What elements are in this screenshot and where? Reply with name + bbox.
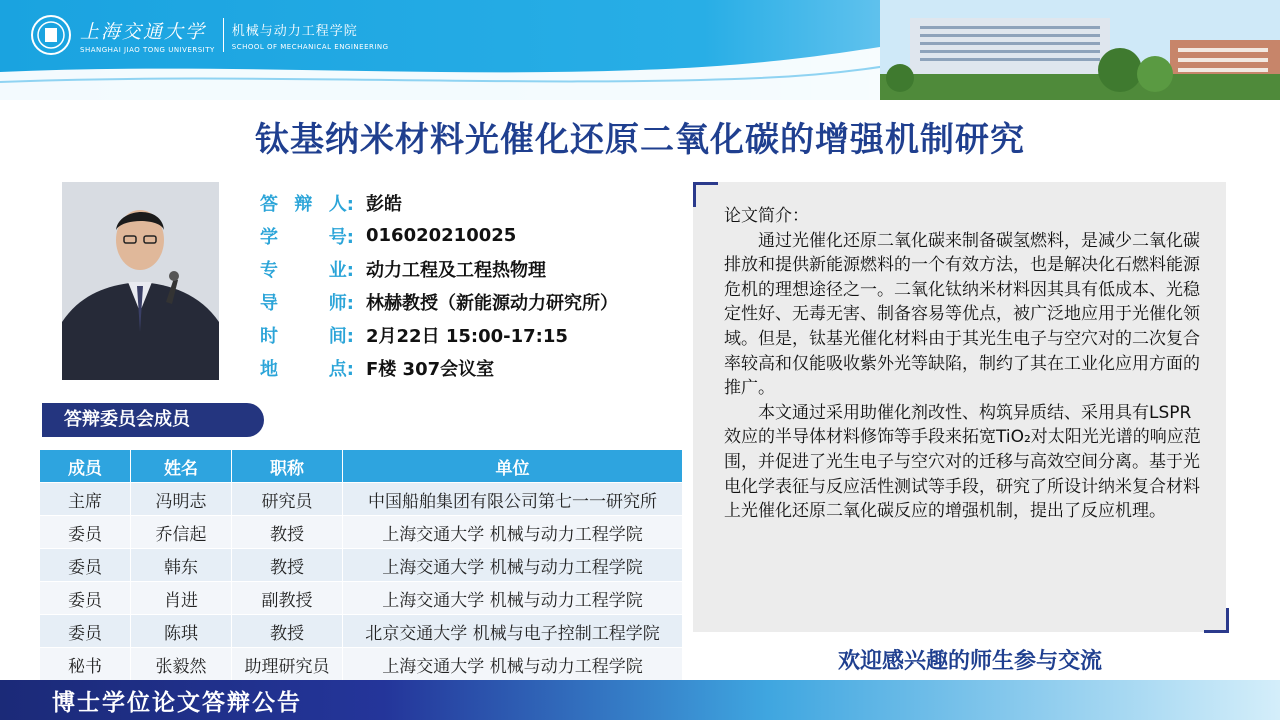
cell-name: 肖进	[131, 582, 232, 615]
cell-title: 研究员	[232, 483, 343, 516]
info-row-major	[260, 252, 618, 285]
info-row-advisor	[260, 285, 618, 318]
candidate-portrait-icon	[62, 182, 219, 380]
abstract-paragraph-2: 本文通过采用助催化剂改性、构筑异质结、采用具有LSPR效应的半导体材料修饰等手段来拓宽TiO₂对太阳光光谱的响应范围，并促进了光生电子与空穴对的迁移与高效空间分离。基于光电化学表征与反应活性测试等手段，研究了所设计纳米复合材料上光催化还原二氧化碳反应的增强机制，提出了反应机理。	[724, 402, 1201, 522]
cell-name: 陈琪	[131, 615, 232, 648]
cell-affiliation: 上海交通大学 机械与动力工程学院	[343, 516, 683, 549]
table-row	[40, 516, 683, 549]
cell-title: 教授	[232, 615, 343, 648]
campus-building-photo	[880, 0, 1280, 100]
thesis-title: 钛基纳米材料光催化还原二氧化碳的增强机制研究	[255, 120, 1025, 160]
abstract-paragraph-1: 通过光催化还原二氧化碳来制备碳氢燃料，是减少二氧化碳排放和提供新能源燃料的一个有效方法，也是解决化石燃料能源危机的理想途径之一。二氧化钛纳米材料因其具有低成本、光稳定性好、无毒无害、制备容易等优点，被广泛地应用于光催化领域。但是，钛基光催化材料由于其光生电子与空穴对的二次复合率较高和仅能吸收紫外光等缺陷，制约了其在工业化应用方面的推广。	[724, 230, 1200, 399]
university-logo	[30, 12, 389, 58]
info-value-major: 动力工程及工程热物理	[366, 259, 546, 281]
cell-title: 教授	[232, 549, 343, 582]
cell-affiliation: 北京交通大学 机械与电子控制工程学院	[343, 615, 683, 648]
cell-name: 乔信起	[131, 516, 232, 549]
cell-role: 委员	[40, 516, 131, 549]
info-label-location: 地 点:	[260, 358, 354, 380]
info-value-advisor: 林赫教授（新能源动力研究所）	[366, 292, 618, 314]
table-row	[40, 483, 683, 516]
committee-heading: 答辩委员会成员	[42, 403, 264, 437]
cell-role: 秘书	[40, 648, 131, 681]
candidate-info	[260, 186, 618, 384]
header-banner	[0, 0, 1280, 100]
cell-affiliation: 上海交通大学 机械与动力工程学院	[343, 582, 683, 615]
info-row-defender	[260, 186, 618, 219]
footer-title: 博士学位论文答辩公告	[52, 689, 302, 716]
info-label-major: 专 业:	[260, 259, 354, 281]
info-row-time	[260, 318, 618, 351]
cell-affiliation: 中国船舶集团有限公司第七一一研究所	[343, 483, 683, 516]
abstract-heading: 论文简介：	[724, 206, 809, 226]
info-label-time: 时 间:	[260, 325, 354, 347]
cell-name: 韩东	[131, 549, 232, 582]
info-label-defender: 答 辩 人:	[260, 193, 354, 215]
info-value-student-id: 016020210025	[366, 225, 517, 246]
table-row	[40, 549, 683, 582]
table-row	[40, 648, 683, 681]
column-header-role: 成员	[40, 450, 131, 483]
logo-divider	[223, 18, 224, 52]
committee-table	[40, 450, 683, 680]
corner-bracket-bottom-right	[1204, 608, 1229, 633]
school-name-cn: 机械与动力工程学院	[231, 23, 358, 39]
university-seal-icon	[30, 14, 72, 56]
university-name-cn: 上海交通大学	[80, 20, 207, 43]
info-value-time: 2月22日 15:00-17:15	[366, 325, 568, 347]
school-name-en: SCHOOL OF MECHANICAL ENGINEERING	[231, 42, 389, 51]
cell-role: 委员	[40, 549, 131, 582]
table-row	[40, 582, 683, 615]
cell-name: 冯明志	[131, 483, 232, 516]
column-header-name: 姓名	[131, 450, 232, 483]
committee-header-row	[40, 450, 683, 483]
info-value-location: F楼 307会议室	[366, 358, 495, 380]
info-value-defender: 彭皓	[366, 193, 402, 215]
info-row-student-id	[260, 219, 618, 252]
cell-name: 张毅然	[131, 648, 232, 681]
cell-affiliation: 上海交通大学 机械与动力工程学院	[343, 648, 683, 681]
info-label-advisor: 导 师:	[260, 292, 354, 314]
cell-title: 副教授	[232, 582, 343, 615]
cell-role: 主席	[40, 483, 131, 516]
column-header-title: 职称	[232, 450, 343, 483]
cell-affiliation: 上海交通大学 机械与动力工程学院	[343, 549, 683, 582]
info-label-student-id: 学 号:	[260, 226, 354, 248]
university-name-en: SHANGHAI JIAO TONG UNIVERSITY	[80, 45, 215, 54]
info-row-location	[260, 351, 618, 384]
cell-title: 教授	[232, 516, 343, 549]
cell-title: 助理研究员	[232, 648, 343, 681]
cell-role: 委员	[40, 615, 131, 648]
abstract-text	[724, 204, 1202, 524]
corner-bracket-top-left	[693, 182, 718, 207]
column-header-affiliation: 单位	[343, 450, 683, 483]
welcome-message: 欢迎感兴趣的师生参与交流	[837, 649, 1102, 674]
table-row	[40, 615, 683, 648]
cell-role: 委员	[40, 582, 131, 615]
